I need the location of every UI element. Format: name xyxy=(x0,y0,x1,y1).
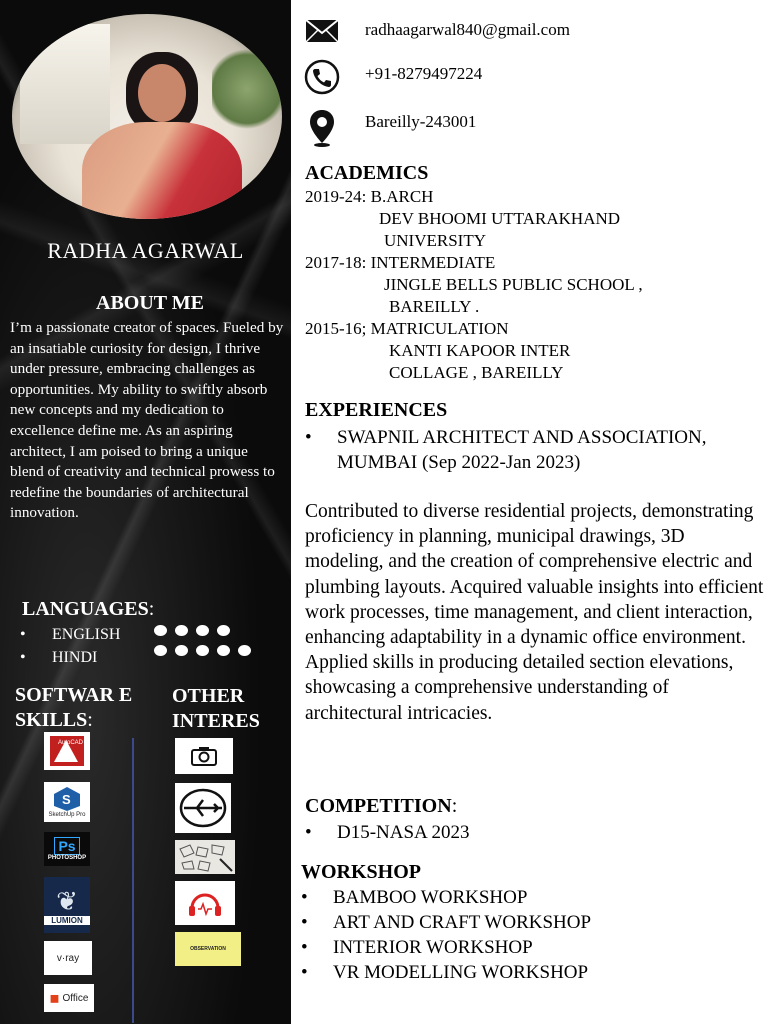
language-level-dot xyxy=(217,625,230,636)
phone-icon xyxy=(303,58,341,96)
academics-line: 2019-24: B.ARCH xyxy=(305,187,434,206)
competition-text: D15-NASA 2023 xyxy=(337,822,470,843)
lumion-logo-mark: ❦ xyxy=(56,885,78,916)
workshop-heading: WORKSHOP xyxy=(301,861,422,883)
envelope-icon xyxy=(303,14,341,48)
location-text: Bareilly-243001 xyxy=(365,112,477,131)
contact-email xyxy=(303,14,570,48)
email-text: radhaagarwal840@gmail.com xyxy=(365,20,570,39)
office-logo-icon xyxy=(44,984,94,1012)
sidebar xyxy=(0,0,291,1024)
photoshop-logo-label: PHOTOSHOP xyxy=(47,855,87,861)
photo-person xyxy=(112,52,212,219)
contact-location xyxy=(303,108,477,148)
language-level-dot xyxy=(175,645,188,656)
photo-saree xyxy=(82,122,242,219)
language-level-dot xyxy=(238,645,251,656)
academics-line: 2015-16; MATRICULATION xyxy=(305,319,509,338)
about-text: I’m a passionate creator of spaces. Fueled by an insatiable curiosity for design, I thrive under pressure, embracing challenges as opportunities. My ability to swiftly absorb new concepts and my dedication to excellence define me. As an aspiring architect, I am poised to bring a unique blend of creativity and technical prowess to redefine the boundaries of architectural innovation. xyxy=(10,319,284,522)
language-bullet: • xyxy=(20,649,26,666)
competition-heading xyxy=(305,795,457,818)
photo-face xyxy=(138,64,186,122)
language-name: ENGLISH xyxy=(52,626,121,643)
autocad-logo-label: AutoCAD xyxy=(58,740,84,746)
workshop-text: VR MODELLING WORKSHOP xyxy=(333,962,589,983)
languages-heading xyxy=(22,598,154,621)
academics-line: DEV BHOOMI UTTARAKHAND xyxy=(379,209,621,228)
academics-line: BAREILLY . xyxy=(389,297,480,316)
academics-line: JINGLE BELLS PUBLIC SCHOOL , xyxy=(384,275,643,294)
profile-photo xyxy=(12,14,282,219)
academics-line: COLLAGE , BAREILLY xyxy=(389,363,564,382)
lumion-logo-label: LUMION xyxy=(44,916,90,925)
academics-line: UNIVERSITY xyxy=(384,231,486,250)
sketchup-logo-mark: S xyxy=(62,792,71,807)
camera-icon xyxy=(175,738,233,774)
workshop-text: INTERIOR WORKSHOP xyxy=(333,937,533,958)
travel-airplane-icon xyxy=(175,783,231,833)
main-content xyxy=(291,0,768,1024)
office-logo-label: Office xyxy=(62,992,89,1004)
workshop-item xyxy=(301,910,591,935)
languages-heading-colon: : xyxy=(148,598,155,620)
workshop-bullet: • xyxy=(301,937,308,958)
autocad-logo-icon xyxy=(44,732,90,770)
about-heading: ABOUT ME xyxy=(96,292,204,314)
software-heading xyxy=(15,683,145,733)
office-logo-mark: ◼ xyxy=(49,991,60,1005)
workshop-bullet: • xyxy=(301,962,308,983)
academics-line: KANTI KAPOOR INTER xyxy=(389,341,571,360)
photoshop-logo-mark: Ps xyxy=(54,837,79,855)
music-headphones-icon xyxy=(175,881,235,925)
language-level-dot xyxy=(154,645,167,656)
lumion-logo-icon xyxy=(44,877,90,933)
workshop-text: BAMBOO WORKSHOP xyxy=(333,887,528,908)
language-bullet: • xyxy=(20,626,26,643)
language-level-dot xyxy=(196,625,209,636)
workshop-item xyxy=(301,960,591,985)
observation-label: OBSERVATION xyxy=(190,946,226,952)
language-level-dot xyxy=(196,645,209,656)
experience-description: Contributed to diverse residential projects, demonstrating proficiency in planning, municipal drawings, 3D modeling, and the creation of comprehensive electric and plumbing layouts. Acquired valuable insights into efficient work processes, time management, and client interaction, enhancing adaptability in a dynamic office environment. Applied skills in producing detailed section elevations, showcasing a comprehensive understanding of architectural intricacies. xyxy=(305,501,764,724)
language-level-dot xyxy=(154,625,167,636)
workshop-bullet: • xyxy=(301,887,308,908)
profile-name: RADHA AGARWAL xyxy=(47,238,244,263)
workshop-item xyxy=(301,885,591,910)
experiences-heading: EXPERIENCES xyxy=(305,399,448,421)
language-item xyxy=(20,623,120,646)
sidebar-divider xyxy=(132,738,134,1023)
location-pin-icon xyxy=(303,108,341,148)
academics-line: 2017-18: INTERMEDIATE xyxy=(305,253,496,272)
software-heading-colon: : xyxy=(87,709,93,731)
experience-item xyxy=(305,425,765,475)
software-heading-text: SOFTWAR E SKILLS xyxy=(15,684,133,731)
phone-text: +91-8279497224 xyxy=(365,64,483,83)
language-item xyxy=(20,646,120,669)
workshop-item xyxy=(301,935,591,960)
contact-phone xyxy=(303,58,483,96)
observation-icon xyxy=(175,932,241,966)
sketchup-logo-label: SketchUp Pro xyxy=(48,812,86,818)
language-level-dot xyxy=(175,625,188,636)
language-level-english xyxy=(154,625,230,636)
competition-item xyxy=(305,820,469,845)
competition-list xyxy=(305,820,469,845)
language-name: HINDI xyxy=(52,649,98,666)
language-level-dot xyxy=(217,645,230,656)
photoshop-logo-icon xyxy=(44,832,90,866)
photo-background-plant xyxy=(212,44,282,134)
competition-heading-text: COMPETITION xyxy=(305,795,452,817)
workshop-bullet: • xyxy=(301,912,308,933)
experience-title: SWAPNIL ARCHITECT AND ASSOCIATION, MUMBAI (Sep 2022-Jan 2023) xyxy=(337,427,707,473)
vray-logo-label: v·ray xyxy=(56,952,80,964)
academics-heading: ACADEMICS xyxy=(305,162,429,184)
photo-background-window xyxy=(20,24,110,144)
experience-bullet: • xyxy=(305,427,312,448)
sketchup-logo-icon xyxy=(44,782,90,822)
academics-list xyxy=(305,186,643,384)
sketching-icon xyxy=(175,840,235,874)
workshop-text: ART AND CRAFT WORKSHOP xyxy=(333,912,592,933)
vray-logo-icon xyxy=(44,941,92,975)
languages-list xyxy=(20,623,120,669)
language-level-hindi xyxy=(154,645,251,656)
competition-bullet: • xyxy=(305,822,312,843)
languages-heading-text: LANGUAGES xyxy=(22,598,149,620)
workshop-list xyxy=(301,885,591,985)
interests-heading: OTHER INTERES xyxy=(172,685,260,732)
competition-heading-colon: : xyxy=(451,795,458,817)
